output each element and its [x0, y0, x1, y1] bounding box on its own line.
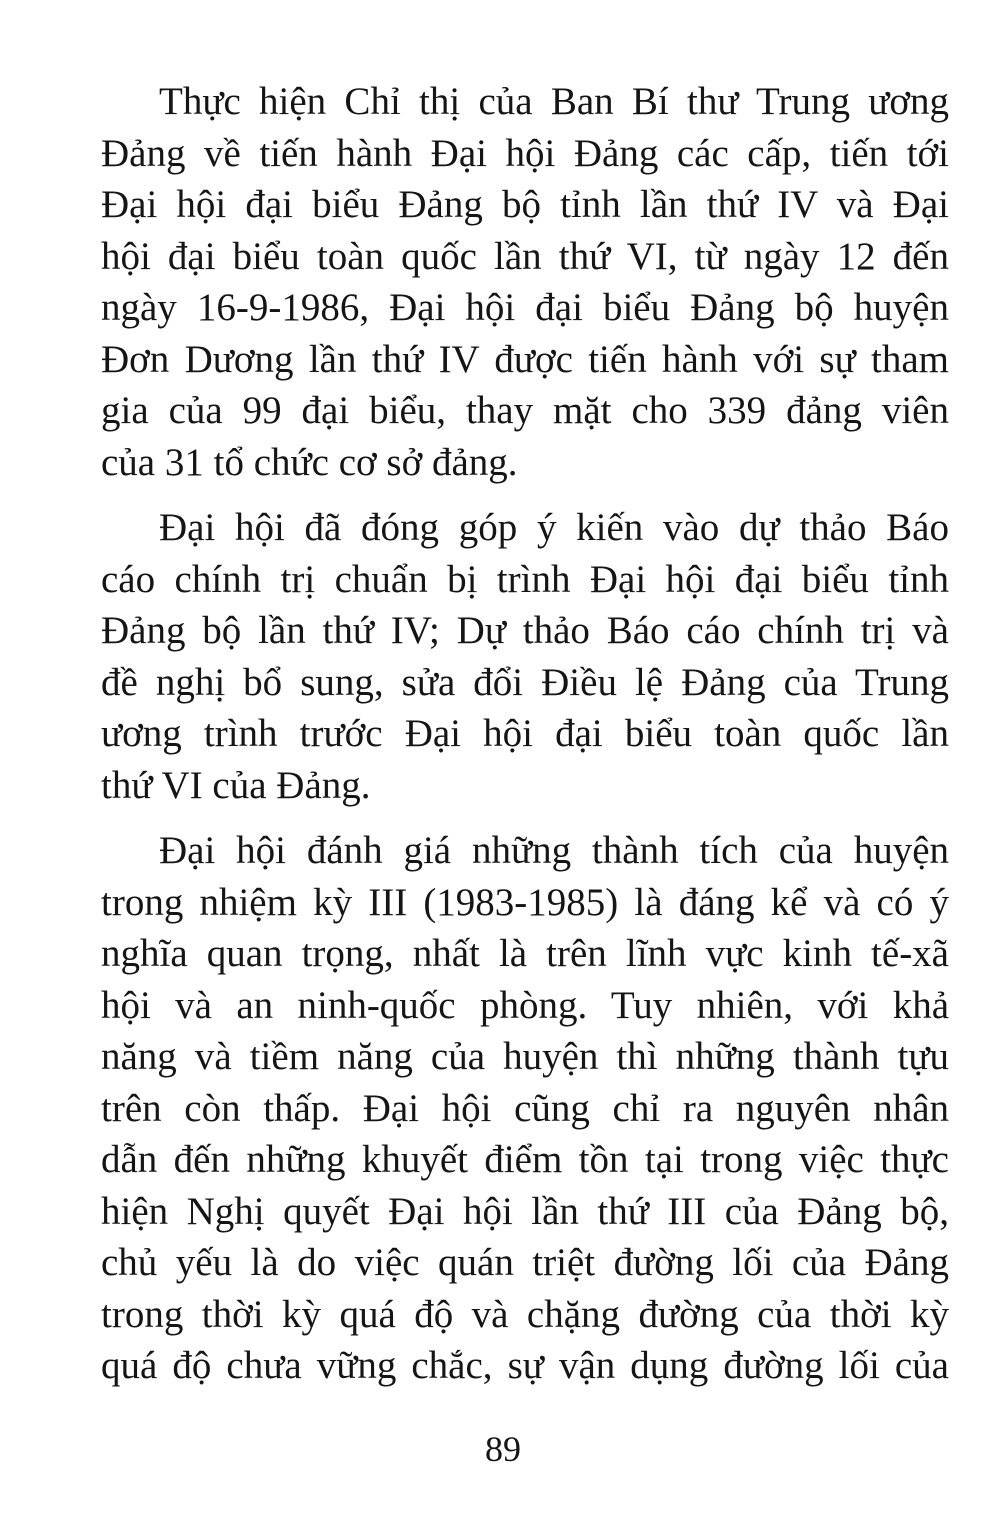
text-line: hội đại biểu toàn quốc lần thứ VI, từ ngày 12 đến — [101, 234, 949, 278]
text-line: trong nhiệm kỳ III (1983-1985) là đáng kể và có ý — [101, 880, 949, 924]
text-line: của 31 tổ chức cơ sở đảng. — [101, 440, 518, 484]
text-line: thứ VI của Đảng. — [101, 763, 371, 807]
text-line: trong thời kỳ quá độ và chặng đường của thời kỳ — [101, 1292, 949, 1336]
page-number: 89 — [485, 1429, 521, 1469]
text-line: Đại hội đại biểu Đảng bộ tỉnh lần thứ IV và Đại — [101, 183, 949, 226]
text-line: chủ yếu là do việc quán triệt đường lối của Đảng — [101, 1241, 949, 1284]
text-line: Thực hiện Chỉ thị của Ban Bí thư Trung ương — [159, 80, 949, 123]
text-line: nghĩa quan trọng, nhất là trên lĩnh vực kinh tế-xã — [101, 932, 949, 975]
text-line: Đại hội đánh giá những thành tích của huyện — [159, 829, 949, 872]
text-line: Đại hội đã đóng góp ý kiến vào dự thảo Báo — [159, 506, 949, 549]
text-line: quá độ chưa vững chắc, sự vận dụng đường lối của — [101, 1344, 949, 1387]
paragraph-1 — [101, 76, 949, 488]
paragraph-3 — [101, 825, 949, 1392]
text-line: ngày 16-9-1986, Đại hội đại biểu Đảng bộ huyện — [101, 286, 949, 329]
text-line: Đảng bộ lần thứ IV; Dự thảo Báo cáo chính trị và — [101, 609, 949, 652]
text-line: Đơn Dương lần thứ IV được tiến hành với sự tham — [101, 337, 949, 381]
text-line: hiện Nghị quyết Đại hội lần thứ III của Đảng bộ, — [101, 1189, 949, 1233]
body-text — [101, 76, 949, 1406]
text-line: hội và an ninh-quốc phòng. Tuy nhiên, với khả — [101, 983, 949, 1027]
text-line: dẫn đến những khuyết điểm tồn tại trong việc thực — [101, 1138, 949, 1181]
text-line: gia của 99 đại biểu, thay mặt cho 339 đảng viên — [101, 389, 949, 432]
text-line: Đảng về tiến hành Đại hội Đảng các cấp, tiến tới — [101, 131, 949, 175]
text-line: đề nghị bổ sung, sửa đổi Điều lệ Đảng của Trung — [101, 660, 949, 704]
text-line: trên còn thấp. Đại hội cũng chỉ ra nguyên nhân — [101, 1086, 949, 1130]
text-line: năng và tiềm năng của huyện thì những thành tựu — [101, 1035, 949, 1078]
paragraph-2 — [101, 502, 949, 811]
text-line: cáo chính trị chuẩn bị trình Đại hội đại biểu tỉnh — [101, 557, 949, 601]
text-line: ương trình trước Đại hội đại biểu toàn quốc lần — [101, 712, 949, 755]
